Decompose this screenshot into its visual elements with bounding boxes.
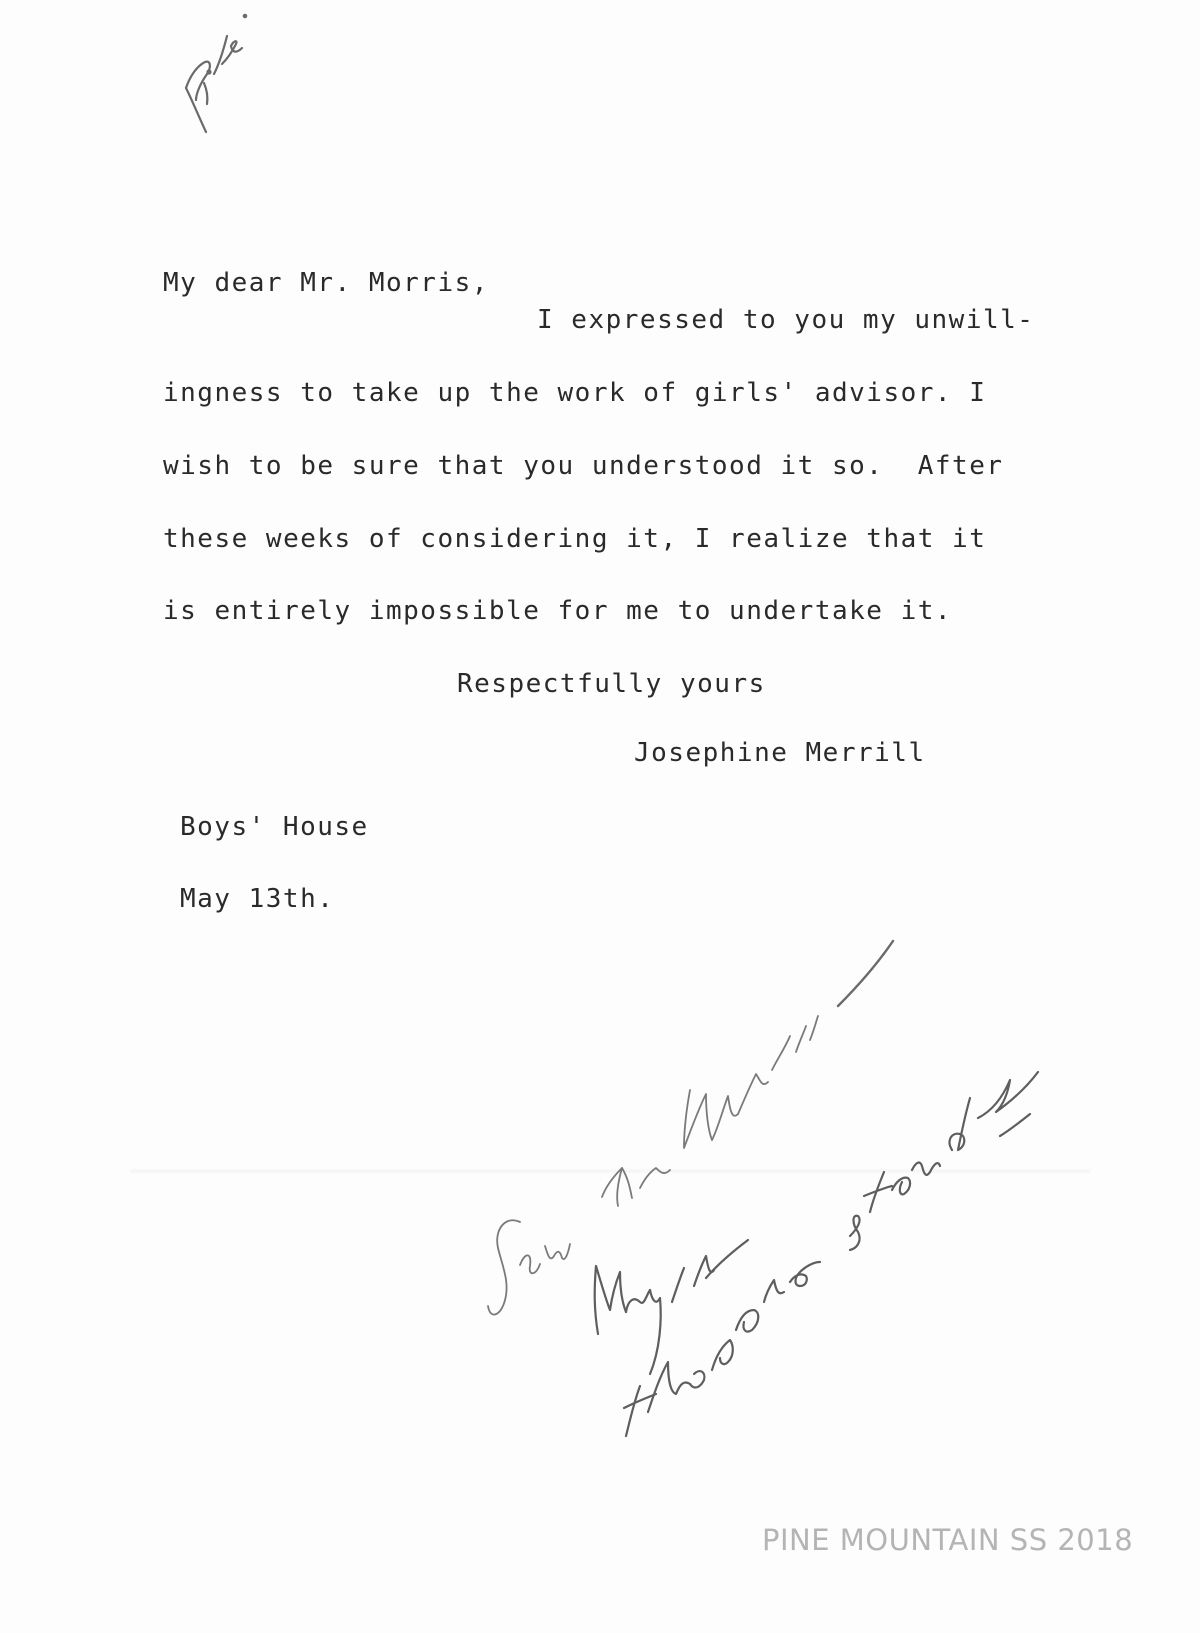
letter-closing: Respectfully yours [457,669,766,699]
note-line-the-above-stands [624,1072,1038,1436]
check-mark [838,941,893,1006]
archive-watermark: PINE MOUNTAIN SS 2018 [762,1523,1134,1557]
corner-file-scribble [186,15,246,132]
letter-date: May 13th. [180,884,335,914]
letter-body-line: I expressed to you my unwill- [537,305,1035,335]
letter-body-line: is entirely impossible for me to undertake it. [163,596,953,626]
letter-signature: Josephine Merrill [634,738,926,768]
note-line-may-14 [595,1240,748,1374]
letter-salutation: My dear Mr. Morris, [163,268,489,298]
letter-body-line: ingness to take up the work of girls' advisor. I [163,378,987,408]
letter-place: Boys' House [180,812,369,842]
letter-body-line: these weeks of considering it, I realize that it [163,524,987,554]
note-line-saw-miss-merrill [488,1016,818,1315]
letter-body-line: wish to be sure that you understood it so. After [163,451,1004,481]
